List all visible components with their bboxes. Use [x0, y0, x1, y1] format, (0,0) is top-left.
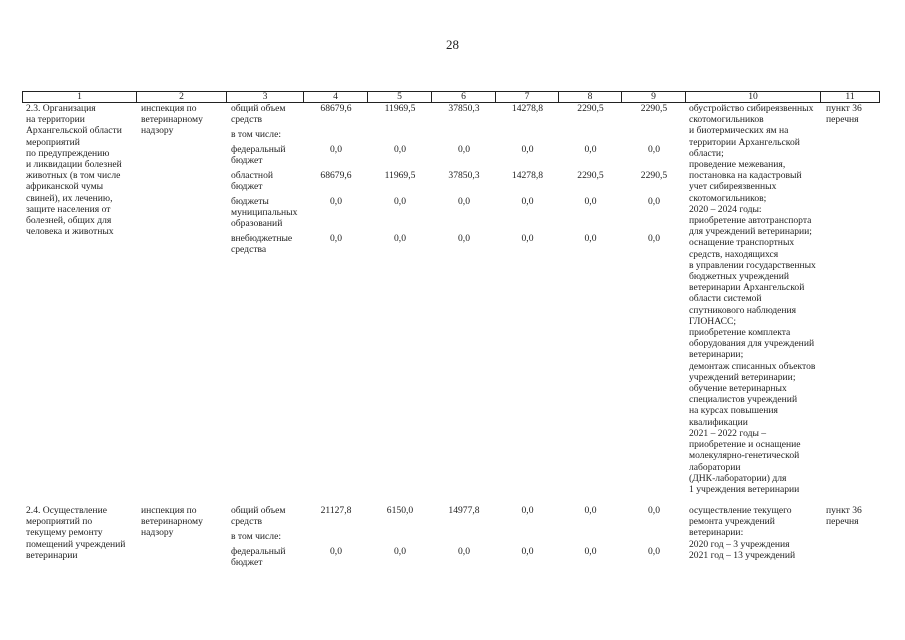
results-line: проведение межевания,	[689, 159, 786, 171]
activity-line: и ликвидации болезней	[26, 159, 122, 171]
funding-cell	[227, 505, 686, 572]
funding-row	[227, 170, 686, 192]
results-line: области системой	[689, 293, 762, 305]
funding-source	[227, 144, 304, 166]
results-line: молекулярно-генетической	[689, 450, 800, 462]
funding-row	[227, 531, 686, 542]
results-line: ветеринарии;	[689, 349, 744, 361]
funding-value-col-9: 0,0	[648, 195, 660, 207]
funding-source-line: в том числе:	[231, 531, 282, 542]
activity-line: африканской чумы	[26, 181, 104, 193]
results-line: скотомогильников	[689, 114, 764, 126]
results-line: постановка на кадастровый	[689, 170, 802, 182]
results-line: в управлении государственных	[689, 259, 816, 271]
page-number: 28	[446, 37, 459, 52]
funding-value-col-6: 37850,3	[448, 169, 480, 181]
funding-source	[227, 170, 304, 192]
executor-line: инспекция по	[141, 505, 197, 516]
funding-value-col-9	[622, 531, 686, 542]
funding-value-col-4: 21127,8	[320, 505, 352, 516]
activity-line: мероприятий по	[26, 516, 93, 528]
activity-line: по предупреждению	[26, 147, 110, 159]
funding-source-line: бюджеты	[231, 195, 269, 207]
funding-value-col-7	[496, 129, 559, 140]
column-number-2: 2	[137, 92, 227, 102]
funding-value-col-5: 11969,5	[384, 103, 416, 114]
results-line: ГЛОНАСС;	[689, 315, 737, 327]
funding-source-line: федеральный	[231, 545, 286, 557]
funding-value-col-6: 14977,8	[448, 505, 480, 516]
executor-line: надзору	[141, 125, 174, 137]
funding-source	[227, 546, 304, 568]
funding-value-col-8	[559, 129, 622, 140]
funding-value-col-5	[368, 129, 432, 140]
funding-value-col-9: 2290,5	[640, 169, 668, 181]
results-line: 2021 – 2022 годы –	[689, 427, 767, 439]
column-number-3: 3	[227, 92, 304, 102]
funding-value-col-5: 0,0	[394, 195, 406, 207]
column-number-8: 8	[559, 92, 622, 102]
funding-value-col-4	[304, 531, 368, 542]
funding-value-col-8: 2290,5	[577, 103, 604, 114]
results-line: 1 учреждения ветеринарии	[689, 483, 800, 495]
funding-value-col-7	[496, 531, 559, 542]
funding-source	[227, 233, 304, 255]
funding-source-line: бюджет	[231, 181, 263, 192]
column-number-4: 4	[304, 92, 368, 102]
funding-value-col-7: 14278,8	[511, 169, 544, 181]
funding-value-col-9: 0,0	[648, 505, 660, 516]
results-cell	[689, 103, 816, 495]
activity-line: человека и животных	[26, 226, 114, 238]
funding-value-col-9: 0,0	[648, 233, 660, 244]
results-line: демонтаж списанных объектов	[689, 360, 816, 372]
funding-source-line: средств	[231, 516, 263, 528]
results-line: специалистов учреждений	[689, 394, 798, 406]
funding-value-col-7: 0,0	[521, 195, 534, 207]
column-number-10: 10	[686, 92, 821, 102]
results-line: средств, находящихся	[689, 248, 779, 260]
funding-value-col-9: 2290,5	[640, 103, 668, 114]
funding-source-line: муниципальных	[231, 207, 298, 218]
funding-value-col-7: 0,0	[521, 505, 534, 516]
results-line: (ДНК-лаборатории) для	[689, 472, 787, 484]
column-number-6: 6	[432, 92, 496, 102]
funding-row	[227, 196, 686, 230]
funding-source-line: общий объем	[231, 505, 286, 516]
results-line: 2020 – 2024 годы:	[689, 203, 762, 215]
funding-value-col-6: 0,0	[458, 545, 470, 557]
funding-value-col-6: 0,0	[458, 195, 470, 207]
activity-line: 2.3. Организация	[26, 103, 96, 114]
funding-row	[227, 129, 686, 140]
activity-line: ветеринарии	[26, 549, 78, 561]
results-line: приобретение автотранспорта	[689, 215, 812, 227]
activity-line: болезней, общих для	[26, 215, 112, 227]
activity-line: свиней), их лечению,	[26, 192, 113, 204]
activity-line: животных (в том числе	[26, 170, 121, 182]
column-number-1: 1	[22, 92, 137, 102]
funding-source	[227, 196, 304, 230]
results-line: области;	[689, 147, 724, 159]
executor-cell	[141, 103, 203, 137]
results-line: оборудования для учреждений	[689, 338, 815, 350]
results-line: для учреждений ветеринарии;	[689, 226, 812, 238]
executor-line: надзору	[141, 527, 174, 539]
results-line: 2020 год – 3 учреждения	[689, 538, 790, 550]
funding-value-col-9	[622, 129, 686, 140]
activity-cell	[26, 103, 122, 237]
results-line: ремонта учреждений	[689, 516, 775, 528]
funding-value-col-9: 0,0	[648, 143, 660, 155]
funding-source-line: внебюджетные	[231, 233, 293, 244]
funding-value-col-5: 0,0	[394, 545, 406, 557]
results-line: учреждений ветеринарии;	[689, 371, 796, 383]
funding-value-col-5: 0,0	[394, 233, 406, 244]
column-number-5: 5	[368, 92, 432, 102]
funding-value-col-6	[432, 129, 496, 140]
results-line: учет сибиреязвенных	[689, 181, 777, 193]
funding-source	[227, 129, 304, 140]
results-line: приобретение и оснащение	[689, 439, 801, 451]
results-line: бюджетных учреждений	[689, 271, 790, 283]
funding-value-col-6: 37850,3	[448, 103, 480, 114]
executor-line: ветеринарному	[141, 516, 203, 528]
results-line: ветеринарии:	[689, 527, 744, 539]
funding-source	[227, 103, 304, 125]
results-line: обустройство сибиреязвенных	[689, 103, 814, 114]
column-number-9: 9	[622, 92, 686, 102]
column-number-11: 11	[821, 92, 880, 102]
funding-row	[227, 233, 686, 255]
results-line: спутникового наблюдения	[689, 304, 797, 316]
funding-value-col-7: 0,0	[521, 233, 534, 244]
funding-value-col-7: 14278,8	[511, 103, 544, 114]
funding-row	[227, 505, 686, 527]
funding-value-col-8: 0,0	[584, 143, 597, 155]
funding-source-line: средств	[231, 114, 263, 126]
results-line: квалификации	[689, 416, 748, 428]
reference-line: пункт 36	[826, 505, 862, 516]
funding-value-col-5: 11969,5	[384, 169, 416, 181]
reference-cell	[826, 103, 862, 125]
results-line: скотомогильников;	[689, 192, 767, 204]
funding-source-line: областной	[231, 169, 274, 181]
funding-value-col-7: 0,0	[521, 143, 534, 155]
funding-source-line: общий объем	[231, 103, 286, 114]
activity-line: 2.4. Осуществление	[26, 505, 107, 516]
funding-value-col-8: 0,0	[584, 545, 597, 557]
reference-cell	[826, 505, 862, 527]
results-cell	[689, 505, 795, 561]
funding-value-col-5: 6150,0	[386, 505, 414, 516]
executor-cell	[141, 505, 203, 539]
funding-row	[227, 546, 686, 568]
reference-line: перечня	[826, 516, 859, 528]
funding-value-col-5: 0,0	[394, 143, 406, 155]
results-line: осуществление текущего	[689, 505, 792, 516]
results-line: ветеринарии Архангельской	[689, 282, 805, 294]
funding-value-col-4: 68679,6	[320, 169, 352, 181]
funding-value-col-4: 0,0	[330, 143, 342, 155]
funding-value-col-8	[559, 531, 622, 542]
results-line: обучение ветеринарных	[689, 383, 787, 395]
funding-source-line: бюджет	[231, 155, 263, 166]
activity-line: текущему ремонту	[26, 527, 103, 539]
funding-value-col-4: 0,0	[330, 195, 342, 207]
reference-line: перечня	[826, 114, 859, 126]
funding-value-col-9: 0,0	[648, 545, 660, 557]
executor-line: инспекция по	[141, 103, 197, 114]
results-line: и биотермических ям на	[689, 125, 789, 137]
column-number-7: 7	[496, 92, 559, 102]
funding-value-col-7: 0,0	[521, 545, 534, 557]
funding-value-col-8: 0,0	[584, 505, 597, 516]
funding-value-col-4: 68679,6	[320, 103, 352, 114]
funding-value-col-8: 2290,5	[577, 169, 604, 181]
funding-source-line: средства	[231, 244, 267, 256]
reference-line: пункт 36	[826, 103, 862, 114]
funding-value-col-4: 0,0	[330, 545, 342, 557]
activity-line: мероприятий	[26, 136, 80, 148]
results-line: приобретение комплекта	[689, 327, 791, 339]
funding-value-col-6: 0,0	[458, 233, 470, 244]
results-line: территории Архангельской	[689, 136, 800, 148]
funding-cell	[227, 103, 686, 259]
funding-source-line: образований	[231, 218, 283, 230]
results-line: на курсах повышения	[689, 405, 778, 417]
funding-value-col-8: 0,0	[584, 195, 597, 207]
results-line: оснащение транспортных	[689, 237, 795, 249]
funding-source	[227, 531, 304, 542]
funding-value-col-6	[432, 531, 496, 542]
funding-value-col-4	[304, 129, 368, 140]
funding-value-col-6: 0,0	[458, 143, 470, 155]
activity-line: помещений учреждений	[26, 538, 126, 550]
funding-source-line: федеральный	[231, 143, 286, 155]
funding-row	[227, 103, 686, 125]
results-line: 2021 год – 13 учреждений	[689, 549, 796, 561]
funding-source	[227, 505, 304, 527]
funding-row	[227, 144, 686, 166]
funding-value-col-4: 0,0	[330, 233, 342, 244]
activity-line: Архангельской области	[26, 125, 122, 137]
executor-line: ветеринарному	[141, 114, 203, 126]
activity-cell	[26, 505, 125, 561]
results-line: лаборатории	[689, 461, 741, 473]
activity-line: защите населения от	[26, 203, 111, 215]
funding-value-col-8: 0,0	[584, 233, 597, 244]
funding-value-col-5	[368, 531, 432, 542]
funding-source-line: в том числе:	[231, 129, 282, 140]
activity-line: на территории	[26, 114, 85, 126]
funding-source-line: бюджет	[231, 557, 263, 568]
